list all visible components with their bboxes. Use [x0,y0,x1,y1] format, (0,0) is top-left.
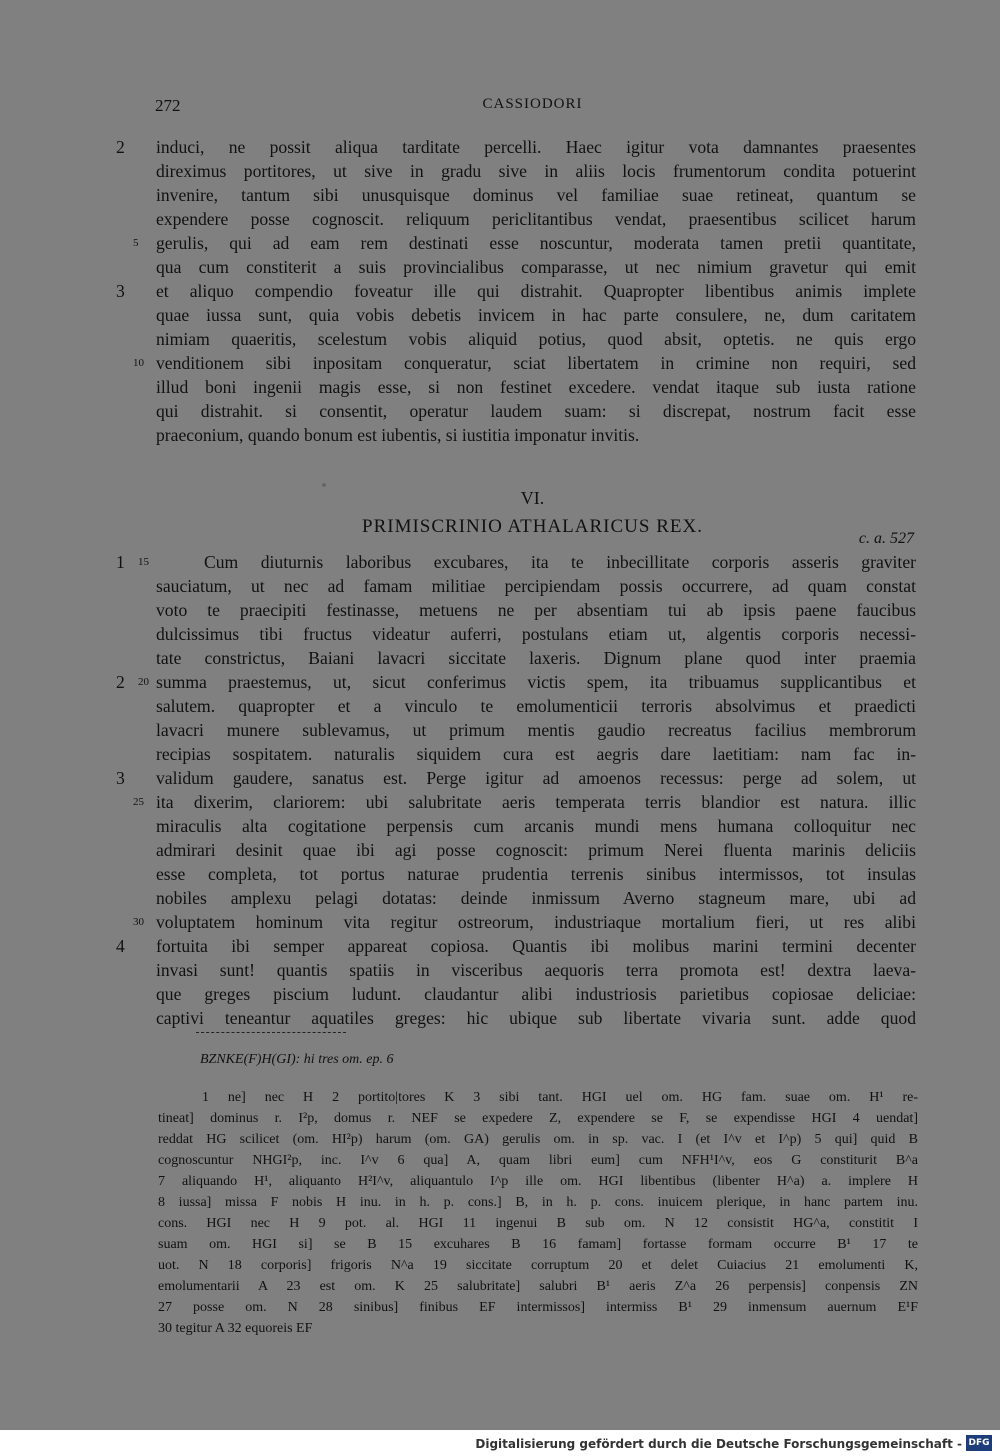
body-line: tate constrictus, Baiani lavacri siccitate laxeris. Dignum plane quod inter praemia [156,648,916,668]
body-line: gerulis, qui ad eam rem destinati esse noscuntur, moderata tamen pretii quantitate, [156,233,916,253]
body-line: et aliquo compendio foveatur ille qui distrahit. Quapropter libentibus animis implete [156,281,916,301]
section-title: PRIMISCRINIO ATHALARICUS REX. [362,516,703,537]
body-line: summa praestemus, ut, sicut conferimus victis spem, ita tribuamus supplicantibus et [156,672,916,692]
body-line: salutem. quapropter et a vinculo te emolumenticii terroris absolvimus et praedicti [156,696,916,716]
body-line: direximus portitores, ut sive in gradu sive in aliis locis frumentorum condita potuerint [156,161,916,181]
running-title: CASSIODORI [482,96,583,112]
body-line: expendere posse cognoscit. reliquum periclitantibus vendat, praesentibus scilicet harum [156,209,916,229]
section-marker: 1 [116,552,125,572]
apparatus-line: 7 aliquando H¹, aliquanto H²I^v, aliquantulo I^p ille om. HGI libentibus (libenter H^a) a. implere H [158,1174,918,1189]
body-line: fortuita ibi semper appareat copiosa. Quantis ibi molibus marini termini decenter [156,936,916,956]
body-line: quae iussa sunt, quia vobis debetis invicem in hac parte consulere, ne, dum caritatem [156,305,916,325]
body-line: nobiles amplexu pelagi dotatas: deinde inmissum Averno stagneum mare, ubi ad [156,888,916,908]
body-line: invasi sunt! quantis spatiis in visceribus aequoris terra promota est! dextra laeva- [156,960,916,980]
body-line: captivi teneantur aquatiles greges: hic ubique sub libertate vivaria sunt. adde quod [156,1008,916,1028]
body-line: illud boni ingenii magis esse, si non festinet excedere. vendat itaque sub iusta ratione [156,377,916,397]
footnote-rule [196,1032,346,1033]
section-marker: 4 [116,936,125,956]
apparatus-line: cognoscuntur NHGI²p, inc. I^v 6 qua] A, quam libri eum] cum NFH¹I^v, eos G constiturit B^a [158,1153,918,1168]
apparatus-line: 8 iussa] missa F nobis H inu. in h. p. cons.] B, in h. p. cons. inuicem plerique, in hanc partem inu. [158,1195,918,1210]
apparatus-line: reddat HG scilicet (om. HI²p) harum (om. GA) gerulis om. in sp. vac. I (et I^v et I^p) 5 qui] quid B [158,1132,918,1147]
body-line: venditionem sibi inpositam conqueratur, sciat libertatem in crimine non requiri, sed [156,353,916,373]
body-line: lavacri munere sublevamus, ut primum mentis gaudio recreatus facilius membrorum [156,720,916,740]
page-header [150,96,915,120]
apparatus-line: cons. HGI nec H 9 pot. al. HGI 11 ingenui B sub om. N 12 consistit HG^a, constitit I [158,1216,918,1231]
body-line: sauciatum, ut nec ad famam militiae percipiendam possis occurrere, ad quam constat [156,576,916,596]
body-line: Cum diuturnis laboribus excubares, ita te inbecillitate corporis asseris graviter [204,552,916,572]
body-line: dulcissimus tibi fructus videatur auferri, postulans etiam ut, algentis corporis necessi- [156,624,916,644]
apparatus-line: 1 ne] nec H 2 portito|tores K 3 sibi tant. HGI uel om. HG fam. suae om. H¹ re- [202,1090,918,1105]
apparatus-line: suam om. HGI si] se B 15 excuhares B 16 famam] fortasse formam occurre B¹ 17 te [158,1237,918,1252]
section-number: VI. [520,488,545,508]
body-line: voluptatem hominum vita regitur ostreorum, industriaque mortalium fieri, ut res alibi [156,912,916,932]
line-number: 5 [133,237,139,249]
line-number: 25 [133,796,144,808]
scan-speck [322,483,326,487]
body-line: que greges piscium ludunt. claudantur alibi industriosis parietibus copiosae deliciae: [156,984,916,1004]
line-number: 10 [133,357,144,369]
apparatus-line: 30 tegitur A 32 equoreis EF [158,1321,313,1336]
body-line: nimiam quaeritis, scelestum vobis aliquid potius, quod absit, optetis. ne quis ergo [156,329,916,349]
apparatus-line: 27 posse om. N 28 sinibus] finibus EF intermissos] intermiss B¹ 29 inmensum auernum E¹F [158,1300,918,1315]
body-line: invenire, tantum sibi unusquisque dominus vel familiae suae retineat, quantum se [156,185,916,205]
body-line: admirari desinit quae ibi agi posse cognoscit: primum Nerei fluenta marinis deliciis [156,840,916,860]
apparatus-line: uot. N 18 corporis] frigoris N^a 19 siccitate corruptum 20 et delet Cuiacius 21 emolumenti K, [158,1258,918,1273]
section-date: c. a. 527 [858,530,914,547]
body-line: voto te praecipiti festinasse, metuens ne per absentiam tui ab ipsis paene faucibus [156,600,916,620]
section-marker: 2 [116,137,125,157]
body-line: miraculis alta cogitatione perpensis cum arcanis mundi mens humana colloquitur nec [156,816,916,836]
line-number: 20 [138,676,149,688]
section-marker: 3 [116,281,125,301]
body-line: recipias sospitatem. naturalis siquidem cura est aegris dare laetitiam: nam fac in- [156,744,916,764]
funding-notice: Digitalisierung gefördert durch die Deutsche Forschungsgemeinschaft - [475,1437,962,1451]
page-number: 272 [155,96,181,115]
section-marker: 2 [116,672,125,692]
apparatus-line: emolumentarii A 23 est om. K 25 salubritate] salubri B¹ aeris Z^a 26 perpensis] conpensis ZN [158,1279,918,1294]
body-line: induci, ne possit aliqua tarditate percelli. Haec igitur vota damnantes praesentes [156,137,916,157]
manuscript-siglum: BZNKE(F)H(GI): hi tres om. ep. 6 [200,1052,394,1067]
apparatus-line: tineat] dominus r. I²p, domus r. NEF se expedere Z, expendere se F, se expendisse HGI 4 uendat] [158,1111,918,1126]
funding-footer [0,1430,1000,1456]
body-line: qui distrahit. si consentit, operatur laudem suam: si discrepat, nostrum facit esse [156,401,916,421]
line-number: 15 [138,556,149,568]
body-line: validum gaudere, sanatus est. Perge igitur ad amoenos recessus: perge ad solem, ut [156,768,916,788]
line-number: 30 [133,916,144,928]
body-line: ita dixerim, clariorem: ubi salubritate aeris temperata terris blandior est natura. illic [156,792,916,812]
body-line: esse completa, tot portus naturae prudentia terrenis sinibus intermissos, tot insulas [156,864,916,884]
section-marker: 3 [116,768,125,788]
dfg-logo: DFG [966,1435,992,1451]
body-line: qua cum constiterit a suis provincialibus comparasse, ut nec nimium gravetur qui emit [156,257,916,277]
body-line: praeconium, quando bonum est iubentis, si iustitia imponatur invitis. [156,425,640,445]
